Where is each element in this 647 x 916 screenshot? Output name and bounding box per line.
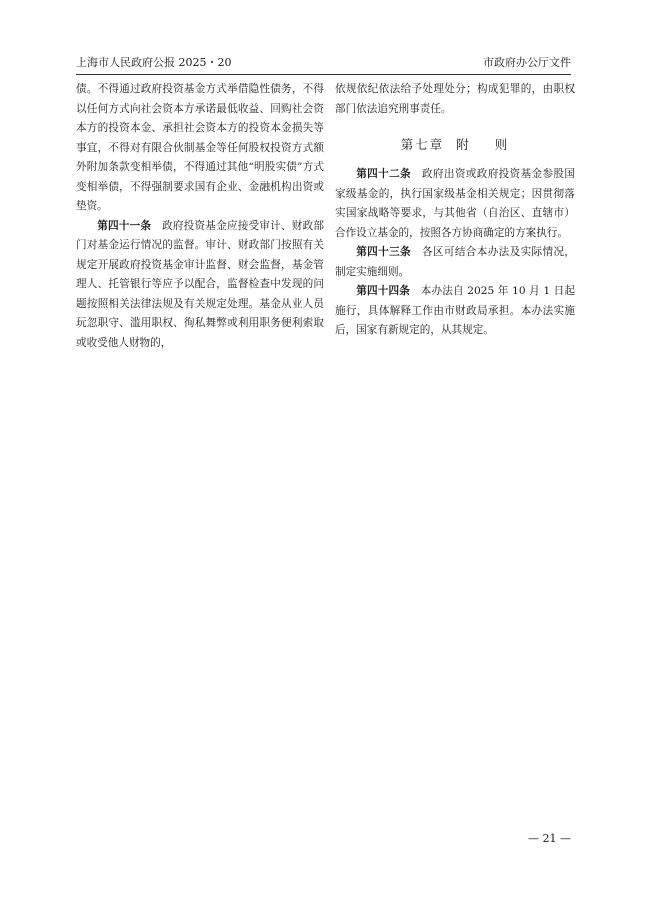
article-44-text: 本办法自 2025 年 10 月 1 日起施行，具体解释工作由市财政局承担。本办法实施后，国家有新规定的，从其规定。 [335, 285, 576, 336]
left-column [76, 80, 324, 353]
chapter-heading [335, 135, 575, 155]
paragraph-continuation-right: 依规依纪依法给予处理处分；构成犯罪的，由职权部门依法追究刑事责任。 [335, 83, 575, 115]
article-42 [335, 165, 575, 243]
article-41-label: 第四十一条 [97, 219, 152, 232]
page-header [76, 55, 571, 71]
paragraph-continuation: 债。不得通过政府投资基金方式举借隐性债务，不得以任何方式向社会资本方承诺最低收益、回购社会资本方的投资本金、承担社会资本方的投资本金损失等事宜，不得对有限合伙制基金等任何股权投资方式额外附加条款变相举债，不得通过其他“明股实债”方式变相举债，不得强制要求国有企业、金融机构出资或垫资。 [76, 83, 324, 212]
chapter-number: 第七章 [400, 137, 445, 152]
article-42-label: 第四十二条 [356, 168, 411, 180]
article-41 [76, 217, 324, 354]
article-42-text: 政府出资或政府投资基金参股国家级基金的，执行国家级基金相关规定；因贯彻落实国家战略等要求，与其他省（自治区、直辖市）合作设立基金的，按照各方协商确定的方案执行。 [335, 168, 576, 239]
right-column [335, 80, 575, 341]
article-43-text: 各区可结合本办法及实际情况，制定实施细则。 [335, 246, 576, 278]
gazette-title: 上海市人民政府公报 2025・20 [76, 56, 232, 69]
chapter-title-b: 则 [494, 137, 510, 152]
chapter-title-a: 附 [456, 137, 471, 152]
article-44 [335, 282, 575, 341]
article-43-label: 第四十三条 [356, 246, 411, 258]
section-title: 市政府办公厅文件 [483, 56, 571, 69]
header-divider [76, 74, 571, 75]
page-number: — 21 — [528, 832, 571, 845]
article-41-text: 政府投资基金应接受审计、财政部门对基金运行情况的监督。审计、财政部门按照有关规定开展政府投资基金审计监督、财会监督，基金管理人、托管银行等应予以配合，监督检查中发现的问题按照相关法律法规及有关规定处理。基金从业人员玩忽职守、滥用职权、徇私舞弊或利用职务便利索取或收受他人财物的， [76, 219, 325, 349]
article-43 [335, 243, 575, 282]
article-44-label: 第四十四条 [356, 285, 410, 297]
